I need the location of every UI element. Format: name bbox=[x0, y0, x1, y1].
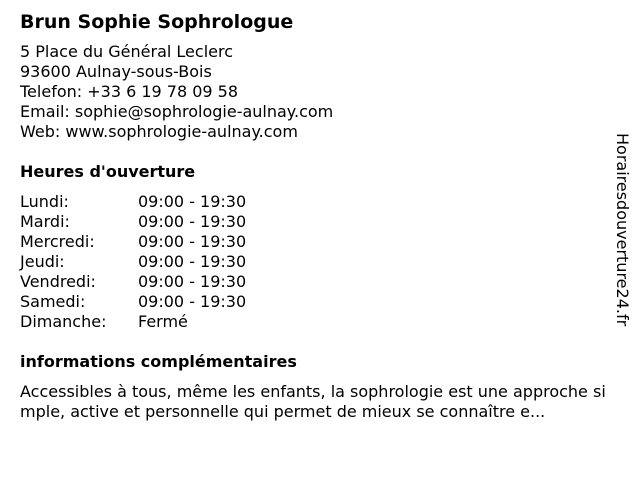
business-card bbox=[20, 10, 620, 422]
additional-info-text: Accessibles à tous, même les enfants, la sophrologie est une approche simple, active et personnelle qui permet de mieux se connaître e... bbox=[20, 382, 606, 421]
website-link[interactable]: Web: www.sophrologie-aulnay.com bbox=[20, 122, 298, 141]
hours-row-thursday bbox=[20, 252, 620, 272]
hours-row-monday bbox=[20, 192, 620, 212]
hours-row-saturday bbox=[20, 292, 620, 312]
hours-row-friday bbox=[20, 272, 620, 292]
additional-info-heading: informations complémentaires bbox=[20, 352, 297, 371]
hours-day-label: Vendredi: bbox=[20, 272, 96, 291]
hours-row-tuesday bbox=[20, 212, 620, 232]
email-address[interactable]: Email: sophie@sophrologie-aulnay.com bbox=[20, 102, 334, 121]
hours-time-value: 09:00 - 19:30 bbox=[138, 292, 247, 311]
hours-row-wednesday bbox=[20, 232, 620, 252]
hours-day-label: Jeudi: bbox=[20, 252, 65, 271]
address-line-2: 93600 Aulnay-sous-Bois bbox=[20, 62, 212, 81]
hours-day-label: Mercredi: bbox=[20, 232, 95, 251]
hours-time-value: Fermé bbox=[138, 312, 188, 331]
hours-day-label: Lundi: bbox=[20, 192, 69, 211]
hours-row-sunday bbox=[20, 312, 620, 332]
hours-time-value: 09:00 - 19:30 bbox=[138, 272, 247, 291]
phone-number[interactable]: Telefon: +33 6 19 78 09 58 bbox=[20, 82, 239, 101]
hours-time-value: 09:00 - 19:30 bbox=[138, 252, 247, 271]
opening-hours-heading: Heures d'ouverture bbox=[20, 162, 196, 181]
business-name: Brun Sophie Sophrologue bbox=[20, 11, 294, 33]
hours-day-label: Dimanche: bbox=[20, 312, 107, 331]
hours-day-label: Samedi: bbox=[20, 292, 86, 311]
address-line-1: 5 Place du Général Leclerc bbox=[20, 42, 233, 61]
opening-hours-table bbox=[20, 192, 620, 332]
hours-time-value: 09:00 - 19:30 bbox=[138, 192, 247, 211]
hours-time-value: 09:00 - 19:30 bbox=[138, 212, 247, 231]
hours-time-value: 09:00 - 19:30 bbox=[138, 232, 247, 251]
hours-day-label: Mardi: bbox=[20, 212, 70, 231]
site-watermark: Horairesdouverture24.fr bbox=[613, 133, 632, 327]
